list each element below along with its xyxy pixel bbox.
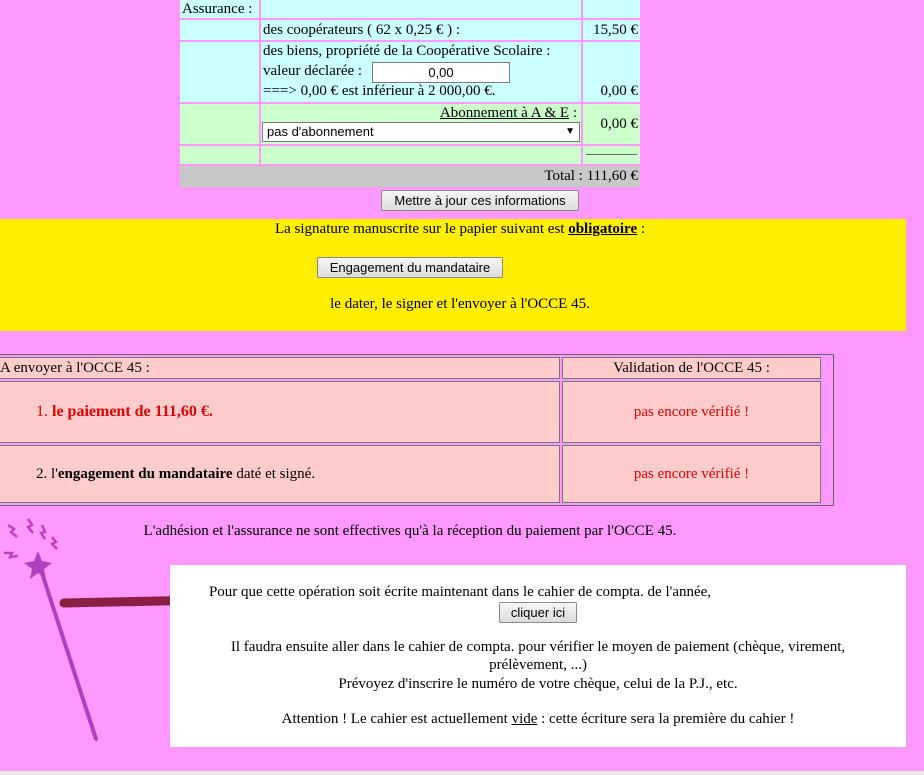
- status-engagement-validation: [562, 445, 821, 503]
- status-row-engagement: [0, 445, 560, 503]
- engagement-status: pas encore vérifié !: [633, 466, 750, 482]
- empty-cell: [180, 146, 259, 164]
- abonnement-amount-cell: [583, 104, 640, 144]
- notice-text: L'adhésion et l'assurance ne sont effectives qu'à la réception du paiement par l'OCCE 45.: [143, 523, 677, 539]
- obligatoire-link[interactable]: obligatoire: [568, 221, 638, 237]
- payment-status: pas encore vérifié !: [633, 404, 750, 420]
- valeur-label: valeur déclarée :: [263, 63, 363, 79]
- abonnement-link[interactable]: Abonnement à A & E: [439, 105, 570, 121]
- total-row: [180, 166, 640, 187]
- cooperateurs-label: des coopérateurs ( 62 x 0,25 € ) :: [263, 22, 461, 38]
- valeur-input[interactable]: [372, 62, 510, 83]
- compta-panel: [170, 565, 906, 747]
- update-info-button[interactable]: Mettre à jour ces informations: [381, 190, 579, 211]
- status-header-left: [0, 357, 560, 379]
- compta-line4: Prévoyez d'inscrire le numéro de votre chèque, celui de la P.J., etc.: [338, 676, 738, 692]
- payment-number: 1.: [36, 403, 52, 420]
- biens-amount: 0,00 €: [600, 83, 638, 99]
- abonnement-label-wrap: [440, 105, 577, 122]
- magic-wand-icon: [0, 515, 110, 745]
- compta-line3: prélèvement, ...): [489, 657, 587, 673]
- abonnement-cell: [261, 104, 581, 144]
- payment-text: le paiement de 111,60 €.: [52, 403, 213, 420]
- status-header-right-text: Validation de l'OCCE 45 :: [613, 360, 770, 376]
- empty-cell: [261, 146, 581, 164]
- engagement-suffix: daté et signé.: [232, 466, 316, 482]
- compta-line2: Il faudra ensuite aller dans le cahier de compta. pour vérifier le moyen de paiement (chèque, virement,: [230, 639, 846, 655]
- signature-text: [0, 221, 920, 238]
- cliquer-ici-button[interactable]: cliquer ici: [499, 602, 577, 623]
- total-label: Total : 111,60 €: [544, 168, 638, 184]
- abonnement-colon: :: [569, 105, 577, 121]
- assurance-label-cell: [180, 0, 259, 18]
- status-table: [0, 354, 834, 506]
- signature-text-after: :: [637, 221, 646, 237]
- biens-line1: des biens, propriété de la Coopérative Scolaire :: [263, 43, 551, 59]
- attention-text: [170, 711, 906, 728]
- abonnement-select-value: pas d'abonnement: [267, 124, 374, 139]
- cooperateurs-amount-cell: [583, 20, 640, 40]
- signature-panel: [0, 219, 906, 331]
- status-header-right: [562, 357, 821, 379]
- signature-instruction: le dater, le signer et l'envoyer à l'OCCE 45.: [330, 296, 590, 312]
- attention-vide: vide: [511, 711, 538, 727]
- bottom-strip: [0, 771, 924, 775]
- engagement-prefix: 2. l': [36, 466, 58, 482]
- status-row-payment: [0, 381, 560, 443]
- status-payment-validation: [562, 381, 821, 443]
- engagement-bold: engagement du mandataire: [57, 466, 233, 482]
- assurance-label: Assurance :: [182, 1, 253, 17]
- attention-before: Attention ! Le cahier est actuellement: [281, 711, 512, 727]
- signature-text-before: La signature manuscrite sur le papier suivant est: [274, 221, 569, 237]
- assurance-desc-cell: [261, 0, 581, 18]
- subtotal-line-cell: [583, 146, 640, 164]
- compta-line1: Pour que cette opération soit écrite maintenant dans le cahier de compta. de l'année,: [208, 584, 712, 600]
- attention-after: : cette écriture sera la première du cahier !: [537, 711, 795, 727]
- subtotal-rule: [586, 154, 637, 155]
- cooperateurs-cell: [261, 20, 581, 40]
- engagement-mandataire-button[interactable]: Engagement du mandataire: [317, 257, 503, 278]
- empty-cell: [180, 20, 259, 40]
- biens-cell: [261, 42, 581, 102]
- empty-cell: [180, 104, 259, 144]
- biens-amount-cell: [583, 42, 640, 102]
- cooperateurs-amount: 15,50 €: [593, 22, 638, 38]
- select-arrow-icon: ▼: [565, 126, 575, 137]
- abonnement-select[interactable]: [262, 122, 580, 142]
- empty-cell: [180, 42, 259, 102]
- abonnement-amount: 0,00 €: [600, 116, 638, 132]
- biens-line3: ===> 0,00 € est inférieur à 2 000,00 €.: [263, 83, 496, 99]
- valeur-input-value: 0,00: [428, 65, 454, 80]
- assurance-amount-cell: [583, 0, 640, 18]
- status-header-left-text: A envoyer à l'OCCE 45 :: [0, 360, 150, 376]
